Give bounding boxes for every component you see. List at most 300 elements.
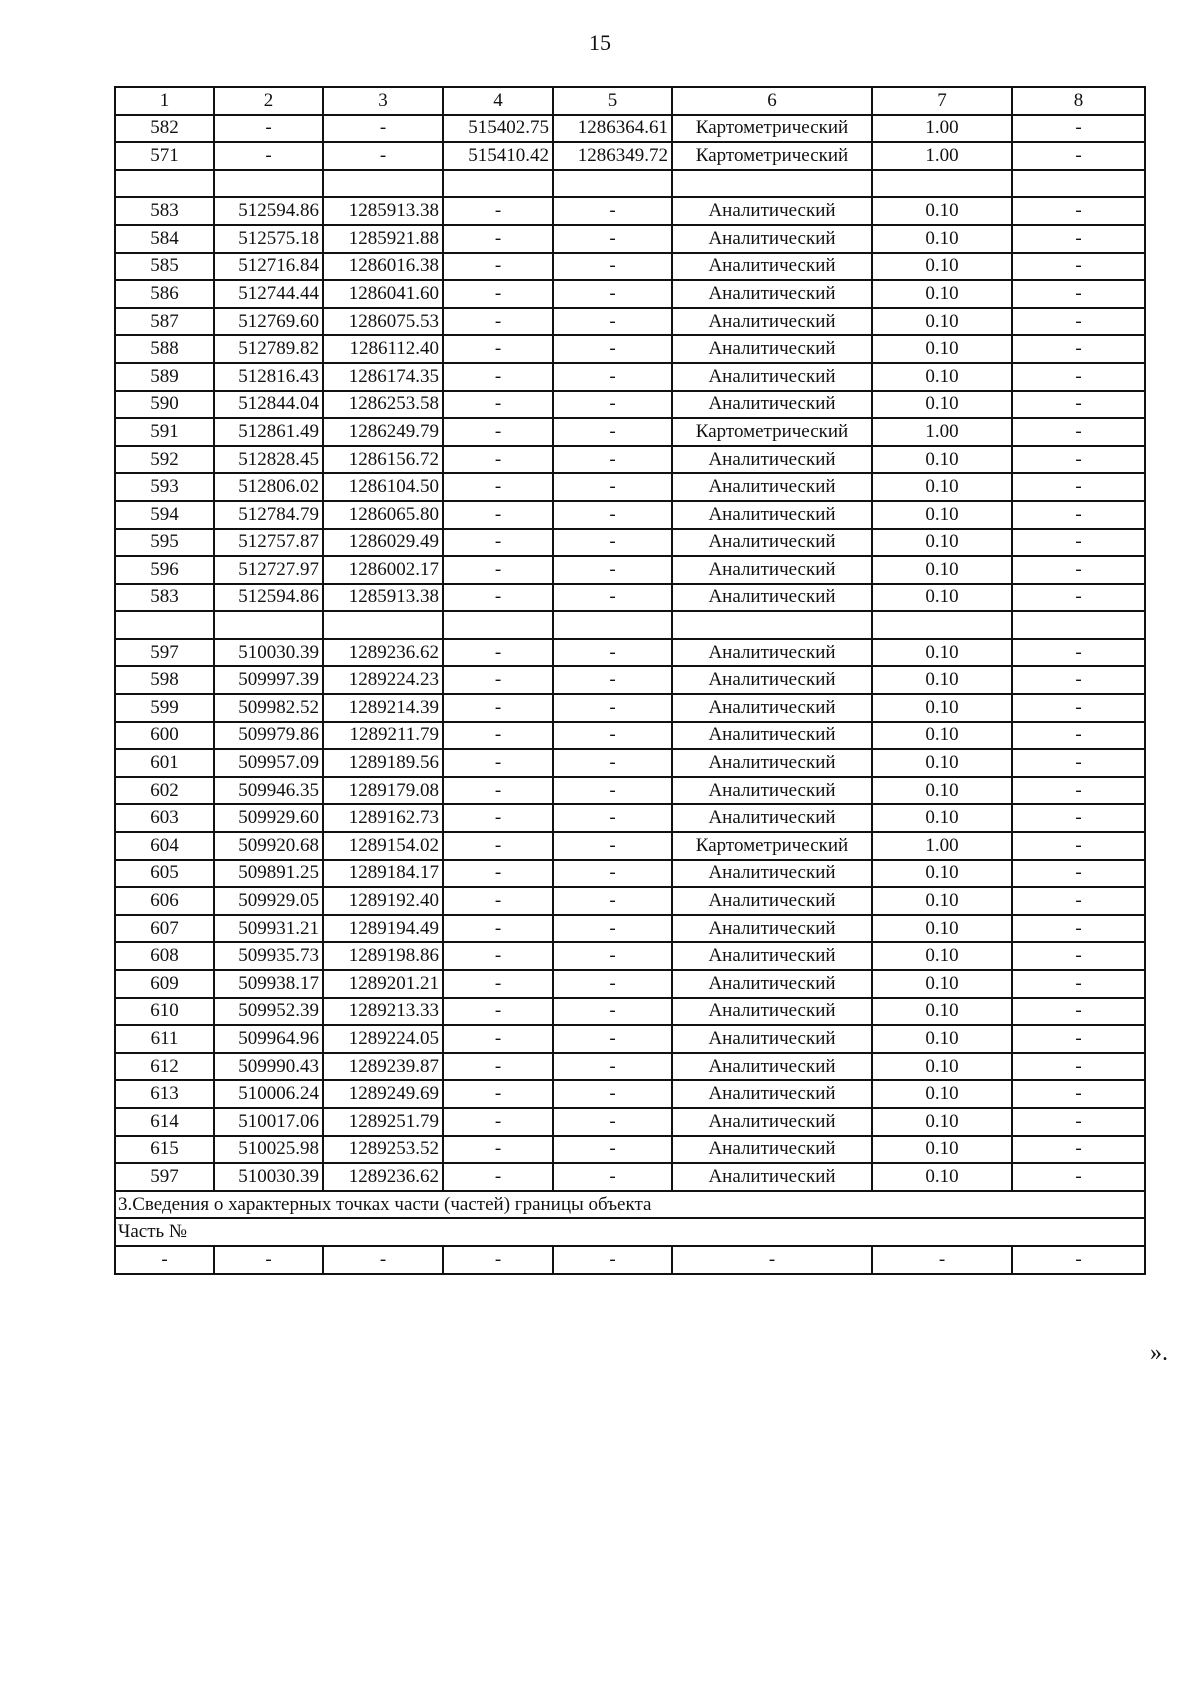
- table-cell: -: [443, 225, 553, 253]
- table-cell: 1286364.61: [553, 115, 672, 143]
- table-cell: 0.10: [872, 942, 1012, 970]
- table-cell: -: [1012, 915, 1145, 943]
- table-cell: Аналитический: [672, 666, 872, 694]
- table-cell: -: [443, 363, 553, 391]
- table-cell: -: [1012, 1053, 1145, 1081]
- table-cell: Картометрический: [672, 142, 872, 170]
- table-cell: 0.10: [872, 639, 1012, 667]
- table-cell: 1289214.39: [323, 694, 443, 722]
- table-cell: 1286349.72: [553, 142, 672, 170]
- table-cell: -: [553, 280, 672, 308]
- table-cell: 512727.97: [214, 556, 323, 584]
- table-cell: Картометрический: [672, 115, 872, 143]
- table-cell: -: [1012, 418, 1145, 446]
- table-cell: -: [553, 308, 672, 336]
- table-cell: 0.10: [872, 253, 1012, 281]
- table-cell: 509990.43: [214, 1053, 323, 1081]
- table-row: [115, 694, 1145, 722]
- table-row: [115, 749, 1145, 777]
- table-row: [115, 722, 1145, 750]
- table-cell: 1289249.69: [323, 1080, 443, 1108]
- table-cell: 1289236.62: [323, 639, 443, 667]
- table-row: [115, 584, 1145, 612]
- table-row: [115, 446, 1145, 474]
- part-row: [115, 1218, 1145, 1246]
- table-cell: 614: [115, 1108, 214, 1136]
- table-cell: 595: [115, 529, 214, 557]
- table-row: [115, 804, 1145, 832]
- dash-cell: -: [115, 1246, 214, 1274]
- table-cell: [115, 611, 214, 639]
- table-row: [115, 942, 1145, 970]
- table-cell: 1286174.35: [323, 363, 443, 391]
- table-cell: [872, 611, 1012, 639]
- table-cell: [672, 611, 872, 639]
- table-cell: [323, 611, 443, 639]
- table-cell: -: [1012, 804, 1145, 832]
- table-cell: -: [443, 722, 553, 750]
- table-cell: -: [553, 915, 672, 943]
- table-cell: Аналитический: [672, 308, 872, 336]
- table-cell: [553, 611, 672, 639]
- table-cell: -: [1012, 501, 1145, 529]
- table-row: [115, 1163, 1145, 1191]
- table-row: [115, 1108, 1145, 1136]
- table-cell: -: [1012, 749, 1145, 777]
- table-cell: 512716.84: [214, 253, 323, 281]
- table-cell: Аналитический: [672, 1136, 872, 1164]
- table-cell: 606: [115, 887, 214, 915]
- table-cell: 585: [115, 253, 214, 281]
- table-cell: 615: [115, 1136, 214, 1164]
- table-cell: Аналитический: [672, 1053, 872, 1081]
- table-cell: 1286253.58: [323, 391, 443, 419]
- table-cell: 1289253.52: [323, 1136, 443, 1164]
- table-cell: -: [443, 1136, 553, 1164]
- table-cell: -: [443, 197, 553, 225]
- table-cell: 0.10: [872, 887, 1012, 915]
- table-cell: 586: [115, 280, 214, 308]
- table-cell: 598: [115, 666, 214, 694]
- table-cell: 0.10: [872, 915, 1012, 943]
- table-cell: 1286029.49: [323, 529, 443, 557]
- table-cell: -: [443, 1053, 553, 1081]
- table-cell: 1289201.21: [323, 970, 443, 998]
- table-cell: Аналитический: [672, 253, 872, 281]
- table-cell: 512757.87: [214, 529, 323, 557]
- table-cell: 0.10: [872, 363, 1012, 391]
- table-cell: 512784.79: [214, 501, 323, 529]
- table-cell: 512806.02: [214, 473, 323, 501]
- table-cell: 591: [115, 418, 214, 446]
- table-cell: -: [443, 777, 553, 805]
- table-cell: -: [443, 584, 553, 612]
- table-cell: -: [1012, 722, 1145, 750]
- table-row: [115, 611, 1145, 639]
- table-cell: -: [553, 694, 672, 722]
- table-row: [115, 777, 1145, 805]
- table-cell: -: [443, 887, 553, 915]
- table-cell: -: [1012, 1163, 1145, 1191]
- table-cell: -: [553, 446, 672, 474]
- header-cell: 8: [1012, 87, 1145, 115]
- table-cell: Аналитический: [672, 915, 872, 943]
- table-cell: Аналитический: [672, 1163, 872, 1191]
- table-cell: -: [1012, 584, 1145, 612]
- table-cell: 0.10: [872, 1080, 1012, 1108]
- table-cell: 0.10: [872, 308, 1012, 336]
- table-cell: 515410.42: [443, 142, 553, 170]
- table-cell: -: [553, 1163, 672, 1191]
- table-cell: Картометрический: [672, 832, 872, 860]
- table-cell: -: [1012, 253, 1145, 281]
- table-row: [115, 1080, 1145, 1108]
- table-row: [115, 915, 1145, 943]
- table-row: [115, 142, 1145, 170]
- table-cell: 1286104.50: [323, 473, 443, 501]
- table-cell: 1289179.08: [323, 777, 443, 805]
- table-cell: -: [443, 1163, 553, 1191]
- table-body: [115, 115, 1145, 1191]
- table-cell: -: [1012, 446, 1145, 474]
- table-cell: Аналитический: [672, 804, 872, 832]
- table-cell: 0.10: [872, 556, 1012, 584]
- table-cell: -: [1012, 391, 1145, 419]
- dash-cell: -: [553, 1246, 672, 1274]
- table-cell: -: [553, 970, 672, 998]
- table-cell: [1012, 611, 1145, 639]
- table-cell: 512769.60: [214, 308, 323, 336]
- table-row: [115, 170, 1145, 198]
- table-cell: -: [1012, 694, 1145, 722]
- table-cell: 0.10: [872, 446, 1012, 474]
- table-cell: 0.10: [872, 529, 1012, 557]
- table-cell: 602: [115, 777, 214, 805]
- table-cell: 0.10: [872, 225, 1012, 253]
- table-row: [115, 529, 1145, 557]
- table-cell: -: [443, 832, 553, 860]
- table-row: [115, 115, 1145, 143]
- table-cell: 1286156.72: [323, 446, 443, 474]
- table-cell: Аналитический: [672, 363, 872, 391]
- table-cell: 592: [115, 446, 214, 474]
- table-cell: 0.10: [872, 749, 1012, 777]
- table-cell: -: [1012, 1136, 1145, 1164]
- table-cell: 583: [115, 197, 214, 225]
- table-cell: -: [443, 529, 553, 557]
- table-cell: 512594.86: [214, 584, 323, 612]
- table-cell: 582: [115, 115, 214, 143]
- table-cell: 1289194.49: [323, 915, 443, 943]
- table-cell: -: [1012, 556, 1145, 584]
- table-cell: -: [1012, 308, 1145, 336]
- table-cell: -: [553, 722, 672, 750]
- table-cell: 610: [115, 998, 214, 1026]
- table-cell: -: [553, 197, 672, 225]
- table-cell: -: [553, 1053, 672, 1081]
- table-cell: 1289251.79: [323, 1108, 443, 1136]
- header-cell: 3: [323, 87, 443, 115]
- table-cell: 1289213.33: [323, 998, 443, 1026]
- table-cell: -: [443, 308, 553, 336]
- table-cell: 1285913.38: [323, 197, 443, 225]
- header-cell: 5: [553, 87, 672, 115]
- table-cell: 510017.06: [214, 1108, 323, 1136]
- table-cell: 512744.44: [214, 280, 323, 308]
- table-cell: Аналитический: [672, 556, 872, 584]
- table-cell: -: [553, 529, 672, 557]
- table-cell: -: [553, 556, 672, 584]
- table-row: [115, 1053, 1145, 1081]
- page-number: 15: [589, 30, 611, 55]
- table-cell: 1286002.17: [323, 556, 443, 584]
- table-cell: [553, 170, 672, 198]
- table-cell: 515402.75: [443, 115, 553, 143]
- table-cell: -: [553, 584, 672, 612]
- table-cell: 510030.39: [214, 1163, 323, 1191]
- table-cell: 1286075.53: [323, 308, 443, 336]
- table-cell: 1289198.86: [323, 942, 443, 970]
- table-cell: Аналитический: [672, 225, 872, 253]
- header-cell: 1: [115, 87, 214, 115]
- table-cell: 613: [115, 1080, 214, 1108]
- table-row: [115, 418, 1145, 446]
- table-cell: -: [443, 473, 553, 501]
- table-cell: Аналитический: [672, 1108, 872, 1136]
- table-cell: [672, 170, 872, 198]
- table-cell: Аналитический: [672, 335, 872, 363]
- table-cell: 608: [115, 942, 214, 970]
- table-cell: -: [1012, 887, 1145, 915]
- table-cell: 0.10: [872, 1163, 1012, 1191]
- table-cell: 512789.82: [214, 335, 323, 363]
- table-cell: 509929.05: [214, 887, 323, 915]
- table-cell: 0.10: [872, 1025, 1012, 1053]
- table-cell: 1286249.79: [323, 418, 443, 446]
- table-cell: -: [1012, 335, 1145, 363]
- table-cell: 588: [115, 335, 214, 363]
- table-cell: -: [443, 1080, 553, 1108]
- table-cell: -: [214, 115, 323, 143]
- table-cell: -: [443, 280, 553, 308]
- table-cell: 1.00: [872, 418, 1012, 446]
- section3-row: [115, 1191, 1145, 1219]
- table-cell: 1286041.60: [323, 280, 443, 308]
- table-cell: 512816.43: [214, 363, 323, 391]
- table-cell: 1285921.88: [323, 225, 443, 253]
- table-cell: -: [553, 832, 672, 860]
- section3-title: 3.Сведения о характерных точках части (частей) границы объекта: [115, 1191, 1145, 1219]
- table-cell: 509997.39: [214, 666, 323, 694]
- table-cell: 594: [115, 501, 214, 529]
- table-cell: -: [553, 777, 672, 805]
- table-cell: 0.10: [872, 391, 1012, 419]
- table-cell: Аналитический: [672, 694, 872, 722]
- table-cell: 604: [115, 832, 214, 860]
- table-row: [115, 335, 1145, 363]
- table-cell: 0.10: [872, 998, 1012, 1026]
- table-cell: Аналитический: [672, 446, 872, 474]
- table-row: [115, 998, 1145, 1026]
- table-cell: 596: [115, 556, 214, 584]
- table-cell: 0.10: [872, 722, 1012, 750]
- table-cell: Аналитический: [672, 639, 872, 667]
- table-cell: 0.10: [872, 666, 1012, 694]
- table-cell: -: [1012, 225, 1145, 253]
- table-cell: -: [443, 501, 553, 529]
- header-cell: 6: [672, 87, 872, 115]
- table-cell: 509979.86: [214, 722, 323, 750]
- table-cell: 0.10: [872, 777, 1012, 805]
- table-cell: -: [443, 1108, 553, 1136]
- table-row: [115, 253, 1145, 281]
- table-cell: -: [443, 860, 553, 888]
- table-cell: 612: [115, 1053, 214, 1081]
- table-row: [115, 1025, 1145, 1053]
- table-cell: -: [443, 639, 553, 667]
- table-cell: 1289224.05: [323, 1025, 443, 1053]
- table-cell: -: [553, 639, 672, 667]
- table-cell: 0.10: [872, 1136, 1012, 1164]
- dash-cell: -: [214, 1246, 323, 1274]
- table-cell: -: [443, 915, 553, 943]
- table-cell: 597: [115, 1163, 214, 1191]
- table-cell: -: [1012, 142, 1145, 170]
- dash-cell: -: [1012, 1246, 1145, 1274]
- table-row: [115, 556, 1145, 584]
- table-cell: 1289239.87: [323, 1053, 443, 1081]
- table-cell: -: [443, 970, 553, 998]
- table-cell: Аналитический: [672, 197, 872, 225]
- table-cell: -: [443, 694, 553, 722]
- table-cell: 599: [115, 694, 214, 722]
- table-cell: -: [553, 749, 672, 777]
- table-cell: 510025.98: [214, 1136, 323, 1164]
- table-cell: -: [553, 335, 672, 363]
- table-cell: 600: [115, 722, 214, 750]
- table-cell: 509982.52: [214, 694, 323, 722]
- table-cell: -: [1012, 942, 1145, 970]
- table-cell: 605: [115, 860, 214, 888]
- table-cell: -: [1012, 832, 1145, 860]
- table-row: [115, 280, 1145, 308]
- table-row: [115, 639, 1145, 667]
- table-cell: 510006.24: [214, 1080, 323, 1108]
- table-cell: 1286016.38: [323, 253, 443, 281]
- table-cell: -: [1012, 363, 1145, 391]
- table-cell: Аналитический: [672, 1025, 872, 1053]
- table-cell: 597: [115, 639, 214, 667]
- table-cell: -: [443, 998, 553, 1026]
- table-cell: 1289236.62: [323, 1163, 443, 1191]
- table-cell: 0.10: [872, 694, 1012, 722]
- table-cell: 607: [115, 915, 214, 943]
- table-cell: -: [1012, 280, 1145, 308]
- table-cell: Аналитический: [672, 942, 872, 970]
- table-cell: [214, 170, 323, 198]
- table-cell: 1.00: [872, 832, 1012, 860]
- table-row: [115, 197, 1145, 225]
- table-cell: 0.10: [872, 280, 1012, 308]
- table-cell: 1289184.17: [323, 860, 443, 888]
- table-cell: 509952.39: [214, 998, 323, 1026]
- table-cell: -: [443, 1025, 553, 1053]
- table-cell: [214, 611, 323, 639]
- table-cell: -: [1012, 639, 1145, 667]
- table-cell: -: [443, 556, 553, 584]
- table-row: [115, 1136, 1145, 1164]
- table-cell: -: [1012, 529, 1145, 557]
- table-cell: [443, 611, 553, 639]
- table-cell: -: [553, 666, 672, 694]
- dash-cell: -: [672, 1246, 872, 1274]
- table-cell: -: [443, 335, 553, 363]
- table-cell: -: [323, 115, 443, 143]
- table-cell: -: [553, 1136, 672, 1164]
- table-cell: 512575.18: [214, 225, 323, 253]
- table-cell: 509957.09: [214, 749, 323, 777]
- table-cell: -: [553, 1025, 672, 1053]
- table-row: [115, 860, 1145, 888]
- table-row: [115, 473, 1145, 501]
- table-cell: -: [553, 253, 672, 281]
- table-cell: 0.10: [872, 1053, 1012, 1081]
- table-cell: 512844.04: [214, 391, 323, 419]
- table-cell: 0.10: [872, 860, 1012, 888]
- part-label: Часть №: [115, 1218, 1145, 1246]
- table-row: [115, 501, 1145, 529]
- table-cell: -: [1012, 1025, 1145, 1053]
- table-cell: -: [1012, 970, 1145, 998]
- table-cell: 571: [115, 142, 214, 170]
- table-cell: Аналитический: [672, 860, 872, 888]
- table-cell: -: [1012, 473, 1145, 501]
- table-cell: 1289192.40: [323, 887, 443, 915]
- table-cell: Аналитический: [672, 749, 872, 777]
- table-cell: -: [553, 860, 672, 888]
- table-cell: 609: [115, 970, 214, 998]
- table-cell: -: [443, 749, 553, 777]
- table-cell: -: [553, 225, 672, 253]
- table-cell: [323, 170, 443, 198]
- table-cell: -: [553, 1080, 672, 1108]
- table-cell: -: [553, 363, 672, 391]
- header-cell: 2: [214, 87, 323, 115]
- header-row: [115, 87, 1145, 115]
- table-cell: -: [443, 253, 553, 281]
- table-cell: -: [443, 942, 553, 970]
- table-row: [115, 391, 1145, 419]
- table-cell: 0.10: [872, 1108, 1012, 1136]
- table-cell: -: [553, 501, 672, 529]
- table-cell: -: [553, 998, 672, 1026]
- table-cell: -: [1012, 197, 1145, 225]
- table-cell: 590: [115, 391, 214, 419]
- table-cell: -: [443, 418, 553, 446]
- dash-cell: -: [443, 1246, 553, 1274]
- table-cell: -: [553, 887, 672, 915]
- table-cell: [872, 170, 1012, 198]
- header-cell: 4: [443, 87, 553, 115]
- table-cell: Аналитический: [672, 970, 872, 998]
- table-cell: Картометрический: [672, 418, 872, 446]
- table-cell: -: [553, 391, 672, 419]
- table-row: [115, 363, 1145, 391]
- coordinates-table: [114, 86, 1146, 1275]
- table-cell: 512594.86: [214, 197, 323, 225]
- table-cell: 509929.60: [214, 804, 323, 832]
- table-cell: 583: [115, 584, 214, 612]
